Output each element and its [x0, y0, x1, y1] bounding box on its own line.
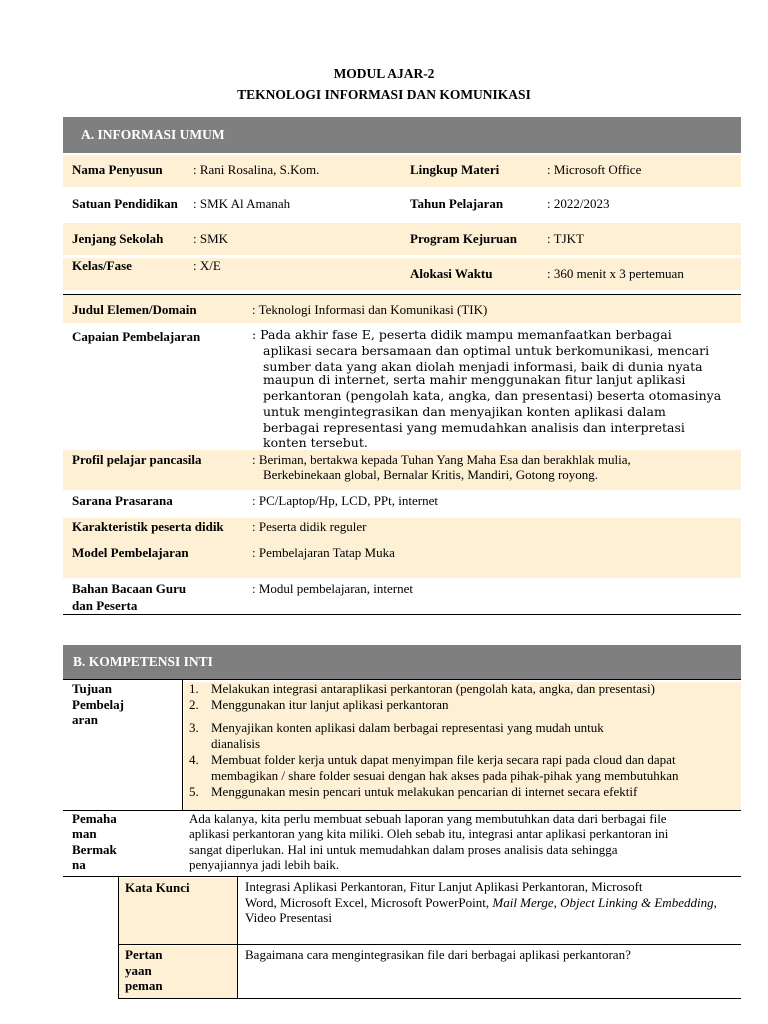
capaian-pembelajaran-label: Capaian Pembelajaran — [72, 329, 201, 344]
judul-elemen-value: : Teknologi Informasi dan Komunikasi (TIK) — [252, 302, 488, 317]
kata-kunci-sep: , — [553, 895, 561, 910]
pertanyaan-label-1: Pertan — [125, 947, 163, 962]
capaian-line-8: konten tersebut. — [263, 435, 368, 450]
tujuan-item-3-line-1: Menyajikan konten aplikasi dalam berbagai representasi yang mudah untuk — [211, 720, 604, 735]
pemahaman-line-4: penyajiannya jadi lebih baik. — [189, 857, 340, 872]
bahan-bacaan-label-2: dan Peserta — [72, 598, 138, 613]
kata-kunci-line-1: Integrasi Aplikasi Perkantoran, Fitur Lanjut Aplikasi Perkantoran, Microsoft — [245, 879, 643, 894]
karakteristik-value: : Peserta didik reguler — [252, 519, 367, 534]
program-kejuruan-label: Program Kejuruan — [410, 231, 517, 246]
lingkup-materi-label: Lingkup Materi — [410, 162, 500, 177]
tujuan-item-2-number: 2. — [189, 697, 199, 712]
pemahaman-line-1: Ada kalanya, kita perlu membuat sebuah laporan yang membutuhkan data dari berbagai file — [189, 811, 667, 826]
capaian-line-7: berbagai representasi yang memudahkan analisis dan interpretasi — [263, 420, 685, 435]
kata-kunci-plain: Word, Microsoft Excel, Microsoft PowerPoint, — [245, 895, 493, 910]
tujuan-label-2: Pembelaj — [72, 697, 124, 712]
tujuan-item-2: Menggunakan itur lanjut aplikasi perkantoran — [211, 697, 449, 712]
pemahaman-label-3: Bermak — [72, 842, 117, 857]
tahun-pelajaran-value: : 2022/2023 — [547, 196, 610, 211]
profil-line-1: : Beriman, bertakwa kepada Tuhan Yang Maha Esa dan berakhlak mulia, — [252, 452, 631, 467]
profil-pancasila-label: Profil pelajar pancasila — [72, 452, 202, 467]
profil-line-2: Berkebinekaan global, Bernalar Kritis, Mandiri, Gotong royong. — [263, 467, 599, 482]
capaian-line-3: sumber data yang akan diolah menjadi informasi, baik di dunia nyata — [263, 359, 703, 374]
pertanyaan-value: Bagaimana cara mengintegrasikan file dari berbagai aplikasi perkantoran? — [245, 947, 631, 962]
kata-kunci-line-3: Video Presentasi — [245, 910, 332, 925]
pemahaman-label-1: Pemaha — [72, 811, 117, 826]
satuan-pendidikan-label: Satuan Pendidikan — [72, 196, 178, 211]
tujuan-item-3-number: 3. — [189, 720, 199, 735]
pemahaman-bottom-border — [63, 876, 741, 877]
nama-penyusun-label: Nama Penyusun — [72, 162, 163, 177]
pemahaman-line-2: aplikasi perkantoran yang kita miliki. Oleh sebab itu, integrasi antar aplikasi perkantoran ini — [189, 826, 669, 841]
tujuan-label-1: Tujuan — [72, 681, 112, 696]
pemahaman-label-4: na — [72, 857, 86, 872]
model-pembelajaran-value: : Pembelajaran Tatap Muka — [252, 545, 395, 560]
kelas-fase-value: : X/E — [193, 258, 221, 273]
kata-kunci-ole: Object Linking & Embedding — [560, 895, 714, 910]
kata-kunci-label: Kata Kunci — [125, 880, 190, 895]
bahan-bacaan-value: : Modul pembelajaran, internet — [252, 581, 414, 596]
tujuan-item-1: Melakukan integrasi antaraplikasi perkantoran (pengolah kata, angka, dan presentasi) — [211, 681, 655, 696]
tujuan-label-3: aran — [72, 712, 98, 727]
alokasi-waktu-label: Alokasi Waktu — [410, 266, 493, 281]
document-title: MODUL AJAR-2 — [333, 66, 435, 81]
section-b-top-border — [63, 679, 741, 680]
tujuan-item-3-line-2: dianalisis — [211, 736, 261, 751]
kata-kunci-bottom-border — [118, 944, 741, 945]
pertanyaan-label-2: yaan — [125, 963, 152, 978]
sarana-prasarana-label: Sarana Prasarana — [72, 493, 173, 508]
tujuan-item-4-line-1: Membuat folder kerja untuk dapat menyimpan file kerja secara rapi pada cloud dan dapat — [211, 752, 676, 767]
karakteristik-label: Karakteristik peserta didik — [72, 519, 224, 534]
bahan-bacaan-label-1: Bahan Bacaan Guru — [72, 581, 187, 596]
judul-elemen-label: Judul Elemen/Domain — [72, 302, 197, 317]
capaian-line-6: untuk mengintegrasikan dan menyajikan konten aplikasi dalam — [263, 404, 666, 419]
document-subtitle: TEKNOLOGI INFORMASI DAN KOMUNIKASI — [237, 87, 531, 102]
satuan-pendidikan-value: : SMK Al Amanah — [193, 196, 291, 211]
details-bottom-border — [63, 614, 741, 615]
tujuan-item-4-number: 4. — [189, 752, 199, 767]
section-a-header: A. INFORMASI UMUM — [63, 117, 741, 153]
sarana-prasarana-value: : PC/Laptop/Hp, LCD, PPt, internet — [252, 493, 438, 508]
section-b-header: B. KOMPETENSI INTI — [63, 645, 741, 679]
lingkup-materi-value: : Microsoft Office — [547, 162, 642, 177]
kelas-fase-label: Kelas/Fase — [72, 258, 132, 273]
tujuan-item-5: Menggunakan mesin pencari untuk melakukan pencarian di internet secara efektif — [211, 784, 638, 799]
nama-penyusun-value: : Rani Rosalina, S.Kom. — [193, 162, 320, 177]
jenjang-sekolah-label: Jenjang Sekolah — [72, 231, 164, 246]
kata-kunci-line-2 — [245, 895, 717, 911]
jenjang-sekolah-value: : SMK — [193, 231, 229, 246]
kata-kunci-end: , — [713, 895, 717, 910]
capaian-line-5: perkantoran (pengolah kata, angka, dan presentasi) beserta otomasinya — [263, 388, 722, 403]
capaian-line-2: aplikasi secara bersamaan dan optimal untuk berkomunikasi, mencari — [263, 343, 710, 358]
kata-kunci-mail-merge: Mail Merge — [492, 895, 554, 910]
info-row-3 — [63, 223, 741, 255]
tahun-pelajaran-label: Tahun Pelajaran — [410, 196, 504, 211]
tujuan-item-4-line-2: membagikan / share folder sesuai dengan hak akses pada pihak-pihak yang membutuhkan — [211, 768, 679, 783]
tujuan-divider — [182, 680, 183, 811]
pemahaman-line-3: sangat diperlukan. Hal ini untuk memudahkan dalam proses analisis data sehingga — [189, 842, 618, 857]
model-pembelajaran-label: Model Pembelajaran — [72, 545, 189, 560]
capaian-line-4: maupun di internet, serta mahir menggunakan fitur lanjut aplikasi — [263, 372, 686, 387]
tujuan-item-1-number: 1. — [189, 681, 199, 696]
subtable-mid-border — [237, 876, 238, 999]
tujuan-item-5-number: 5. — [189, 784, 199, 799]
pertanyaan-bottom-border — [118, 998, 741, 999]
pemahaman-label-2: man — [72, 826, 97, 841]
capaian-line-1: : Pada akhir fase E, peserta didik mampu memanfaatkan berbagai — [252, 327, 672, 342]
program-kejuruan-value: : TJKT — [547, 231, 584, 246]
pertanyaan-label-3: peman — [125, 978, 163, 993]
subtable-left-border — [118, 876, 119, 999]
alokasi-waktu-value: : 360 menit x 3 pertemuan — [547, 266, 684, 281]
